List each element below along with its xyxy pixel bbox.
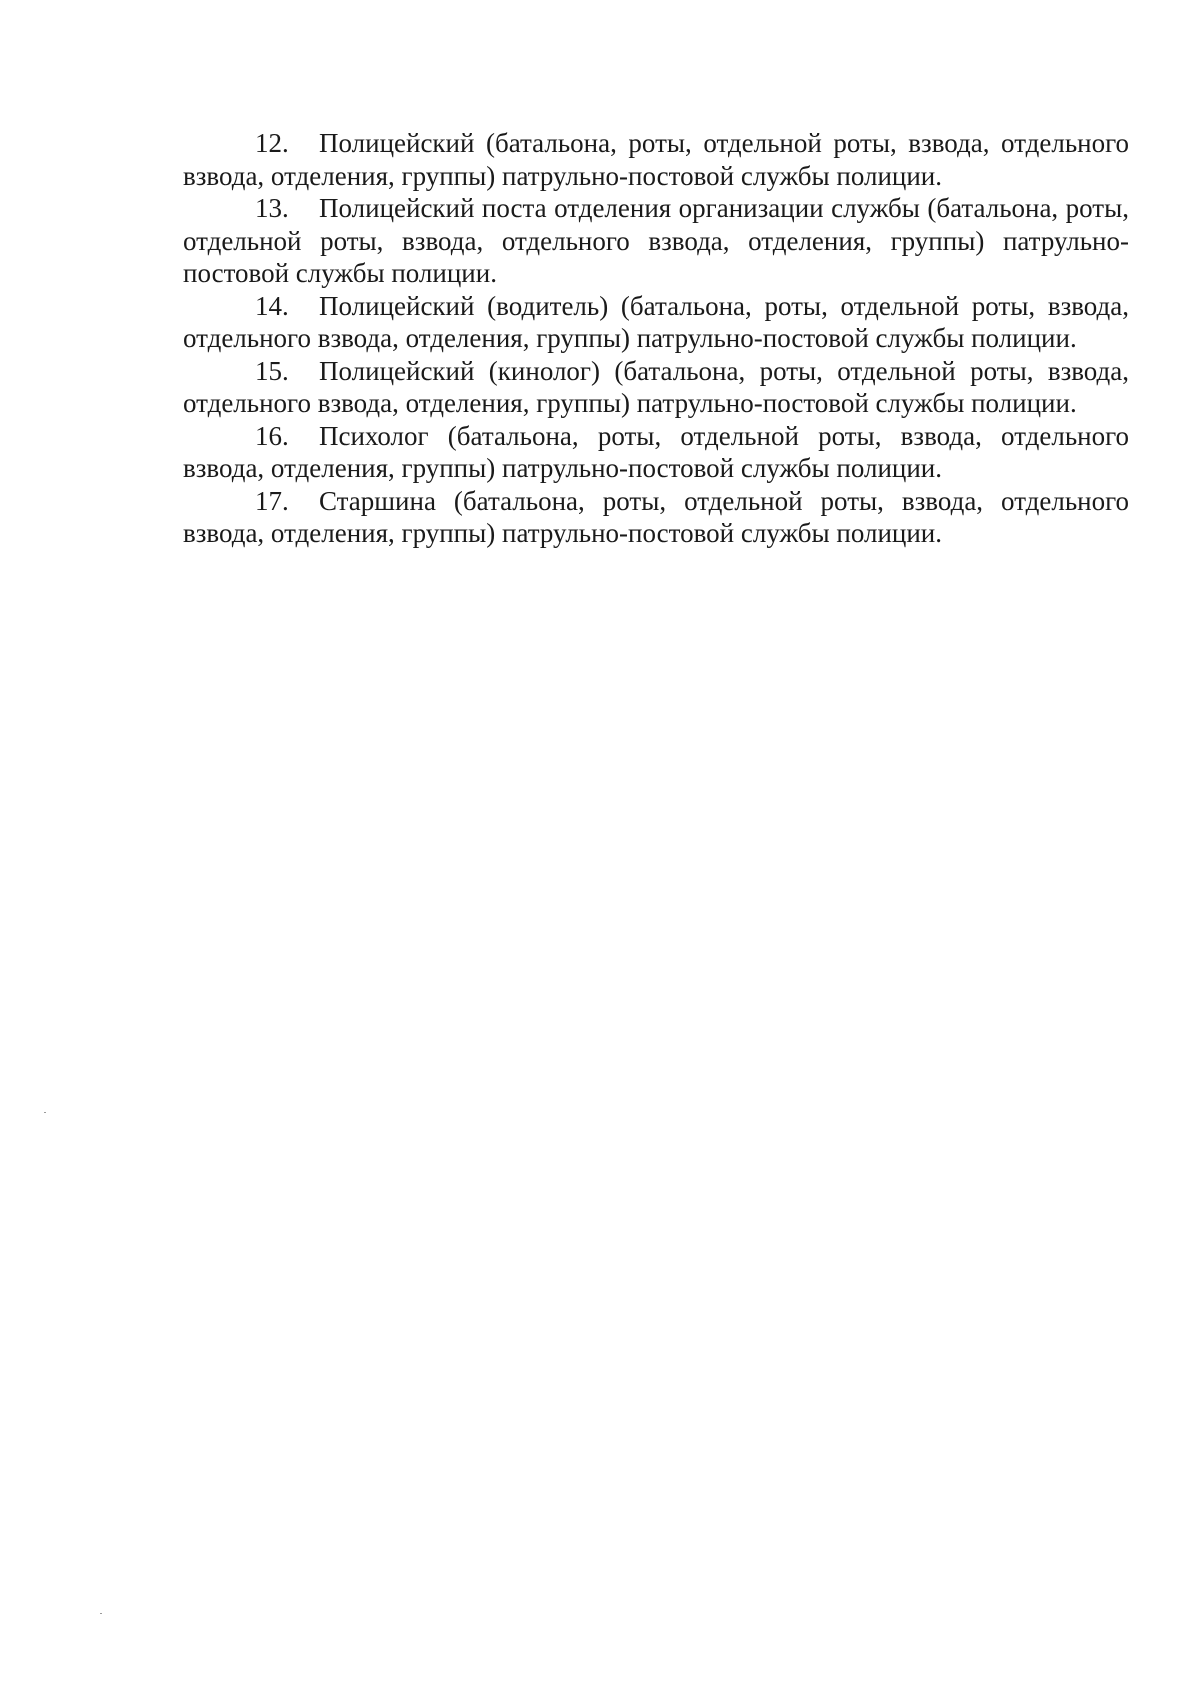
item-number: 16.	[255, 420, 289, 451]
item-text: Психолог (батальона, роты, отдельной роты, взвода, отдельного взвода, отделения, группы) патрульно-постовой службы полиции.	[183, 420, 1129, 483]
item-text: Старшина (батальона, роты, отдельной роты, взвода, отдельного взвода, отделения, группы) патрульно-постовой службы полиции.	[183, 485, 1129, 548]
item-number: 14.	[255, 290, 289, 321]
item-number: 13.	[255, 193, 289, 223]
item-number: 12.	[255, 128, 289, 158]
item-text: Полицейский (кинолог) (батальона, роты, отдельной роты, взвода, отдельного взвода, отделения, группы) патрульно-постовой службы полиции.	[183, 355, 1129, 418]
item-number: 15.	[255, 355, 289, 386]
list-item	[183, 420, 1129, 485]
item-number: 17.	[255, 485, 289, 516]
item-text: Полицейский (водитель) (батальона, роты, отдельной роты, взвода, отдельного взвода, отделения, группы) патрульно-постовой службы полиции.	[183, 290, 1129, 353]
list-item	[183, 290, 1129, 355]
item-text: Полицейский поста отделения организации службы (батальона, роты, отдельной роты, взвода, отдельного взвода, отделения, группы) патрульно-постовой службы полиции.	[183, 193, 1129, 288]
item-text: Полицейский (батальона, роты, отдельной роты, взвода, отдельного взвода, отделения, группы) патрульно-постовой службы полиции.	[183, 128, 1129, 191]
scan-speck	[100, 1613, 102, 1614]
list-item	[183, 192, 1129, 290]
list-item	[183, 355, 1129, 420]
list-item	[183, 485, 1129, 550]
list-item	[183, 127, 1129, 192]
scan-speck	[44, 1112, 46, 1113]
position-list	[183, 127, 1129, 550]
